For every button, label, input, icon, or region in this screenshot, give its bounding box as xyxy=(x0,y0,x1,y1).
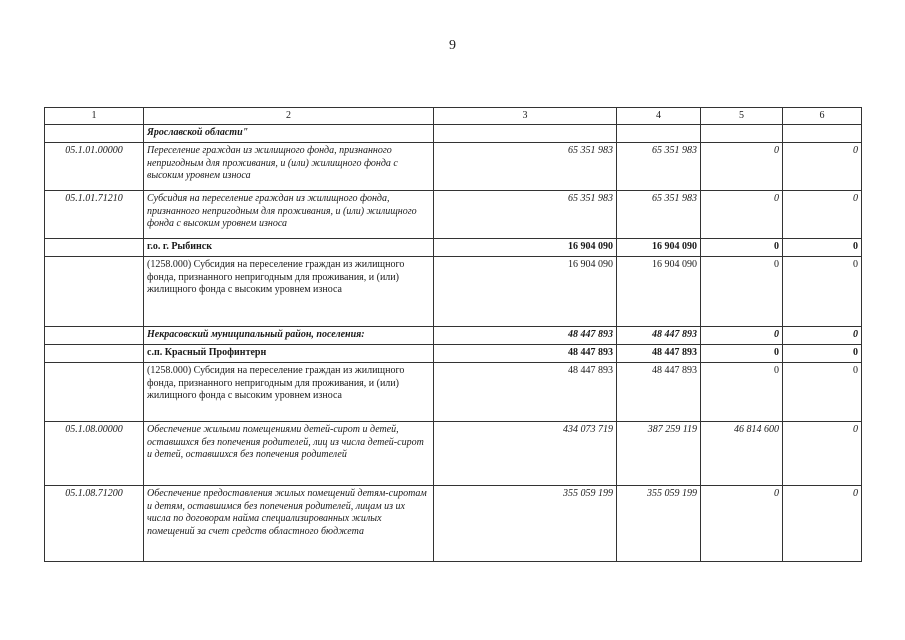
code-cell xyxy=(45,345,144,363)
table-row xyxy=(45,125,862,143)
value-col3-cell: 48 447 893 xyxy=(434,345,617,363)
table-row xyxy=(45,345,862,363)
value-col5-cell: 0 xyxy=(701,327,783,345)
value-col5-cell: 0 xyxy=(701,363,783,422)
value-col4-cell: 355 059 199 xyxy=(617,486,701,562)
header-cell: 2 xyxy=(144,108,434,125)
value-col3-cell: 16 904 090 xyxy=(434,239,617,257)
name-cell: (1258.000) Субсидия на переселение граждан из жилищного фонда, признанного непригодным для проживания, и (или) жилищного фонда с высоким уровнем износа xyxy=(144,363,434,422)
header-cell: 4 xyxy=(617,108,701,125)
value-col4-cell: 48 447 893 xyxy=(617,327,701,345)
value-col6-cell: 0 xyxy=(783,257,862,327)
value-col5-cell: 46 814 600 xyxy=(701,422,783,486)
value-col6-cell: 0 xyxy=(783,345,862,363)
name-cell: Переселение граждан из жилищного фонда, признанного непригодным для проживания, и (или) жилищного фонда с высоким уровнем износа xyxy=(144,143,434,191)
header-cell: 5 xyxy=(701,108,783,125)
table-row xyxy=(45,327,862,345)
code-cell: 05.1.08.71200 xyxy=(45,486,144,562)
page-number: 9 xyxy=(449,38,456,53)
value-col4-cell: 48 447 893 xyxy=(617,363,701,422)
header-cell: 1 xyxy=(45,108,144,125)
header-cell: 6 xyxy=(783,108,862,125)
value-col4-cell: 16 904 090 xyxy=(617,239,701,257)
code-cell xyxy=(45,239,144,257)
value-col6-cell: 0 xyxy=(783,327,862,345)
value-col6-cell: 0 xyxy=(783,363,862,422)
value-col5-cell: 0 xyxy=(701,143,783,191)
value-col5-cell: 0 xyxy=(701,257,783,327)
code-cell xyxy=(45,327,144,345)
header-row xyxy=(45,108,862,125)
table-row xyxy=(45,422,862,486)
value-col3-cell: 16 904 090 xyxy=(434,257,617,327)
value-col3-cell: 48 447 893 xyxy=(434,327,617,345)
value-col4-cell: 65 351 983 xyxy=(617,191,701,239)
table-row xyxy=(45,143,862,191)
value-col5-cell: 0 xyxy=(701,239,783,257)
value-col3-cell: 434 073 719 xyxy=(434,422,617,486)
table-row xyxy=(45,191,862,239)
name-cell: с.п. Красный Профинтерн xyxy=(144,345,434,363)
value-col4-cell: 65 351 983 xyxy=(617,143,701,191)
value-col3-cell: 48 447 893 xyxy=(434,363,617,422)
value-col3-cell xyxy=(434,125,617,143)
value-col4-cell: 387 259 119 xyxy=(617,422,701,486)
header-cell: 3 xyxy=(434,108,617,125)
code-cell xyxy=(45,363,144,422)
value-col6-cell: 0 xyxy=(783,422,862,486)
name-cell: Обеспечение жилыми помещениями детей-сирот и детей, оставшихся без попечения родителей, лиц из числа детей-сирот и детей, оставшихся без попечения родителей xyxy=(144,422,434,486)
value-col3-cell: 65 351 983 xyxy=(434,143,617,191)
value-col5-cell: 0 xyxy=(701,345,783,363)
name-cell: (1258.000) Субсидия на переселение граждан из жилищного фонда, признанного непригодным для проживания, и (или) жилищного фонда с высоким уровнем износа xyxy=(144,257,434,327)
value-col4-cell: 16 904 090 xyxy=(617,257,701,327)
value-col4-cell xyxy=(617,125,701,143)
value-col6-cell xyxy=(783,125,862,143)
code-cell xyxy=(45,125,144,143)
name-cell: Субсидия на переселение граждан из жилищного фонда, признанного непригодным для проживания, и (или) жилищного фонда с высоким уровнем износа xyxy=(144,191,434,239)
value-col3-cell: 355 059 199 xyxy=(434,486,617,562)
value-col5-cell: 0 xyxy=(701,191,783,239)
value-col5-cell: 0 xyxy=(701,486,783,562)
code-cell: 05.1.01.71210 xyxy=(45,191,144,239)
value-col6-cell: 0 xyxy=(783,486,862,562)
name-cell: г.о. г. Рыбинск xyxy=(144,239,434,257)
value-col5-cell xyxy=(701,125,783,143)
table-row xyxy=(45,486,862,562)
value-col3-cell: 65 351 983 xyxy=(434,191,617,239)
value-col4-cell: 48 447 893 xyxy=(617,345,701,363)
table-row xyxy=(45,363,862,422)
code-cell xyxy=(45,257,144,327)
name-cell: Ярославской области" xyxy=(144,125,434,143)
table-row xyxy=(45,257,862,327)
value-col6-cell: 0 xyxy=(783,239,862,257)
name-cell: Обеспечение предоставления жилых помещений детям-сиротам и детям, оставшимся без попечения родителей, лицам из их числа по договорам найма специализированных жилых помещений за счет средств областного бюджета xyxy=(144,486,434,562)
name-cell: Некрасовский муниципальный район, поселения: xyxy=(144,327,434,345)
code-cell: 05.1.01.00000 xyxy=(45,143,144,191)
value-col6-cell: 0 xyxy=(783,191,862,239)
table-row xyxy=(45,239,862,257)
value-col6-cell: 0 xyxy=(783,143,862,191)
budget-table xyxy=(44,107,862,562)
code-cell: 05.1.08.00000 xyxy=(45,422,144,486)
